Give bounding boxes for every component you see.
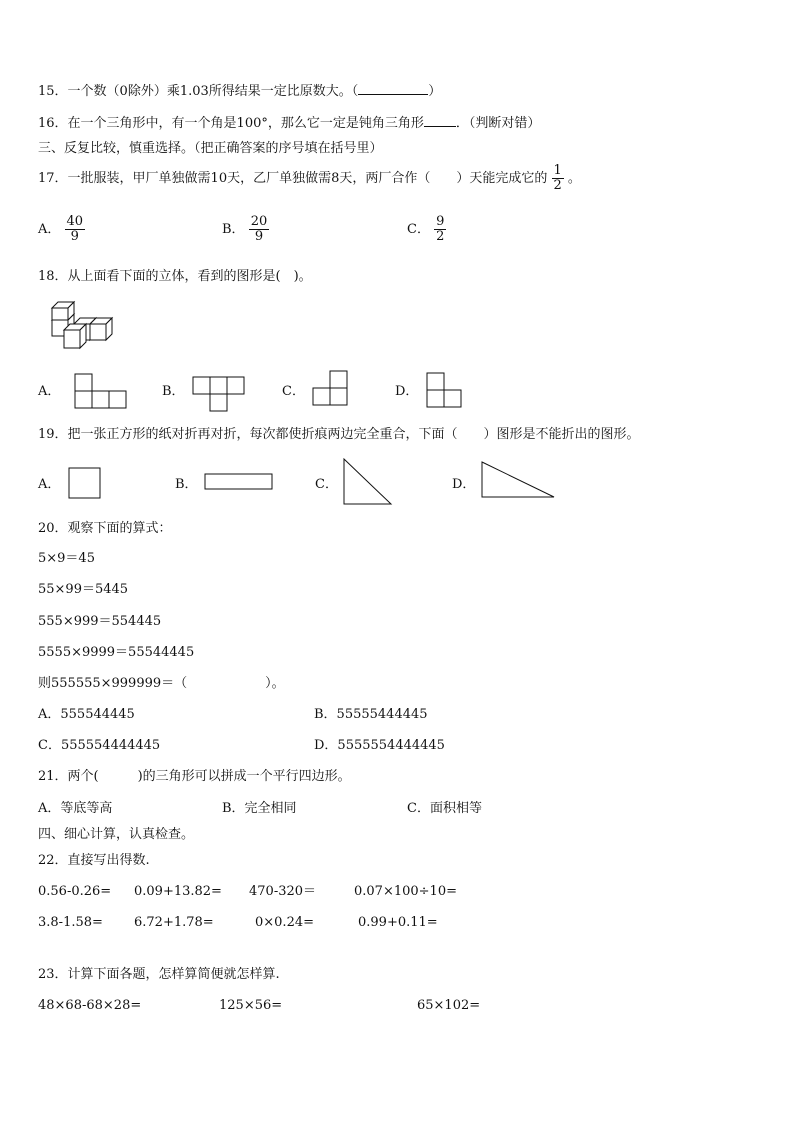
q16-tail: ．（判断对错） (455, 116, 541, 131)
q19-option-b-rectangle[interactable] (204, 473, 274, 491)
q20-equation-4: 5555×9999＝55544445 (38, 645, 195, 660)
q17-option-b[interactable]: B． $\frac{20}{9}$ (222, 214, 268, 244)
q17-option-c[interactable]: C． $\frac{9}{2}$ (407, 214, 445, 244)
q19-option-d-label[interactable]: D． (452, 477, 476, 492)
question-15 (38, 82, 441, 101)
q17-fraction: $\frac{1}{2}$ (553, 163, 562, 193)
section-3-heading: 三、反复比较，慎重选择。（把正确答案的序号填在括号里） (38, 141, 383, 156)
q17-text: 17．一批服装，甲厂单独做需10天，乙厂单独做需8天，两厂合作（ ）天能完成它的 (38, 171, 548, 186)
q18-cube-stack-figure (48, 300, 114, 352)
question-17: 17．一批服装，甲厂单独做需10天，乙厂单独做需8天，两厂合作（ ）天能完成它的 $\frac{1}{2}$ 。 (38, 163, 581, 193)
q19-option-a-label[interactable]: A． (38, 477, 61, 492)
q17-option-c-fraction: $\frac{9}{2}$ (436, 214, 445, 244)
q17-option-b-fraction: $\frac{20}{9}$ (250, 214, 268, 244)
q16-text: 16．在一个三角形中，有一个角是100°，那么它一定是钝角三角形 (38, 116, 424, 131)
q15-answer-blank[interactable] (358, 82, 428, 95)
q19-option-d-triangle[interactable] (481, 461, 557, 499)
q22-item: 6.72+1.78= (134, 915, 214, 930)
q20-equation-1: 5×9＝45 (38, 551, 95, 566)
q18-option-b-label[interactable]: B． (162, 384, 185, 399)
q20-question: 则555555×999999＝（ ）。 (38, 676, 285, 691)
q20-option-a[interactable]: A．555544445 (38, 707, 135, 722)
q15-text: 15．一个数（0除外）乘1.03所得结果一定比原数大。（ (38, 84, 359, 99)
q22-item: 470-320＝ (249, 884, 317, 899)
q17-option-a-fraction: $\frac{40}{9}$ (66, 214, 84, 244)
q20-equation-3: 555×999＝554445 (38, 614, 162, 629)
q18-option-b-shape[interactable] (192, 376, 246, 412)
question-20: 20．观察下面的算式： (38, 521, 172, 536)
q19-option-c-right-triangle[interactable] (343, 458, 393, 506)
q19-option-a-square[interactable] (68, 467, 102, 499)
q21-option-a[interactable]: A．等底等高 (38, 801, 113, 816)
q18-option-c-shape[interactable] (312, 370, 350, 408)
section-4-heading: 四、细心计算，认真检查。 (38, 827, 195, 842)
q20-option-b[interactable]: B．55555444445 (314, 707, 428, 722)
q23-item: 65×102= (417, 998, 481, 1013)
q16-answer-blank[interactable] (424, 114, 456, 127)
q21-option-c[interactable]: C．面积相等 (407, 801, 482, 816)
q22-item: 0.56-0.26= (38, 884, 112, 899)
q18-option-d-label[interactable]: D． (395, 384, 419, 399)
question-21: 21．两个( )的三角形可以拼成一个平行四边形。 (38, 769, 351, 784)
question-22: 22．直接写出得数. (38, 853, 150, 868)
q23-item: 48×68-68×28= (38, 998, 142, 1013)
q22-item: 0.99+0.11= (358, 915, 438, 930)
question-23: 23．计算下面各题，怎样算简便就怎样算. (38, 967, 280, 982)
q22-item: 0.07×100÷10= (354, 884, 457, 899)
q20-equation-2: 55×99＝5445 (38, 582, 129, 597)
q21-option-b[interactable]: B．完全相同 (222, 801, 297, 816)
q15-close: ） (428, 84, 442, 99)
question-19: 19．把一张正方形的纸对折再对折，每次都使折痕两边完全重合，下面（ ）图形是不能折出的图形。 (38, 427, 640, 442)
q17-option-a[interactable]: A． $\frac{40}{9}$ (38, 214, 84, 244)
q18-option-c-label[interactable]: C． (282, 384, 305, 399)
q22-item: 3.8-1.58= (38, 915, 103, 930)
question-18: 18．从上面看下面的立体，看到的图形是( )。 (38, 269, 312, 284)
q19-option-b-label[interactable]: B． (175, 477, 198, 492)
q18-option-a-label[interactable]: A． (38, 384, 61, 399)
q19-option-c-label[interactable]: C． (315, 477, 338, 492)
q22-item: 0.09+13.82= (134, 884, 222, 899)
question-16 (38, 114, 540, 133)
q18-option-d-shape[interactable] (426, 372, 464, 410)
q20-option-c[interactable]: C．555554444445 (38, 738, 161, 753)
q22-item: 0×0.24= (255, 915, 315, 930)
q18-option-a-shape[interactable] (74, 373, 128, 409)
q20-option-d[interactable]: D．5555554444445 (314, 738, 445, 753)
q23-item: 125×56= (219, 998, 283, 1013)
